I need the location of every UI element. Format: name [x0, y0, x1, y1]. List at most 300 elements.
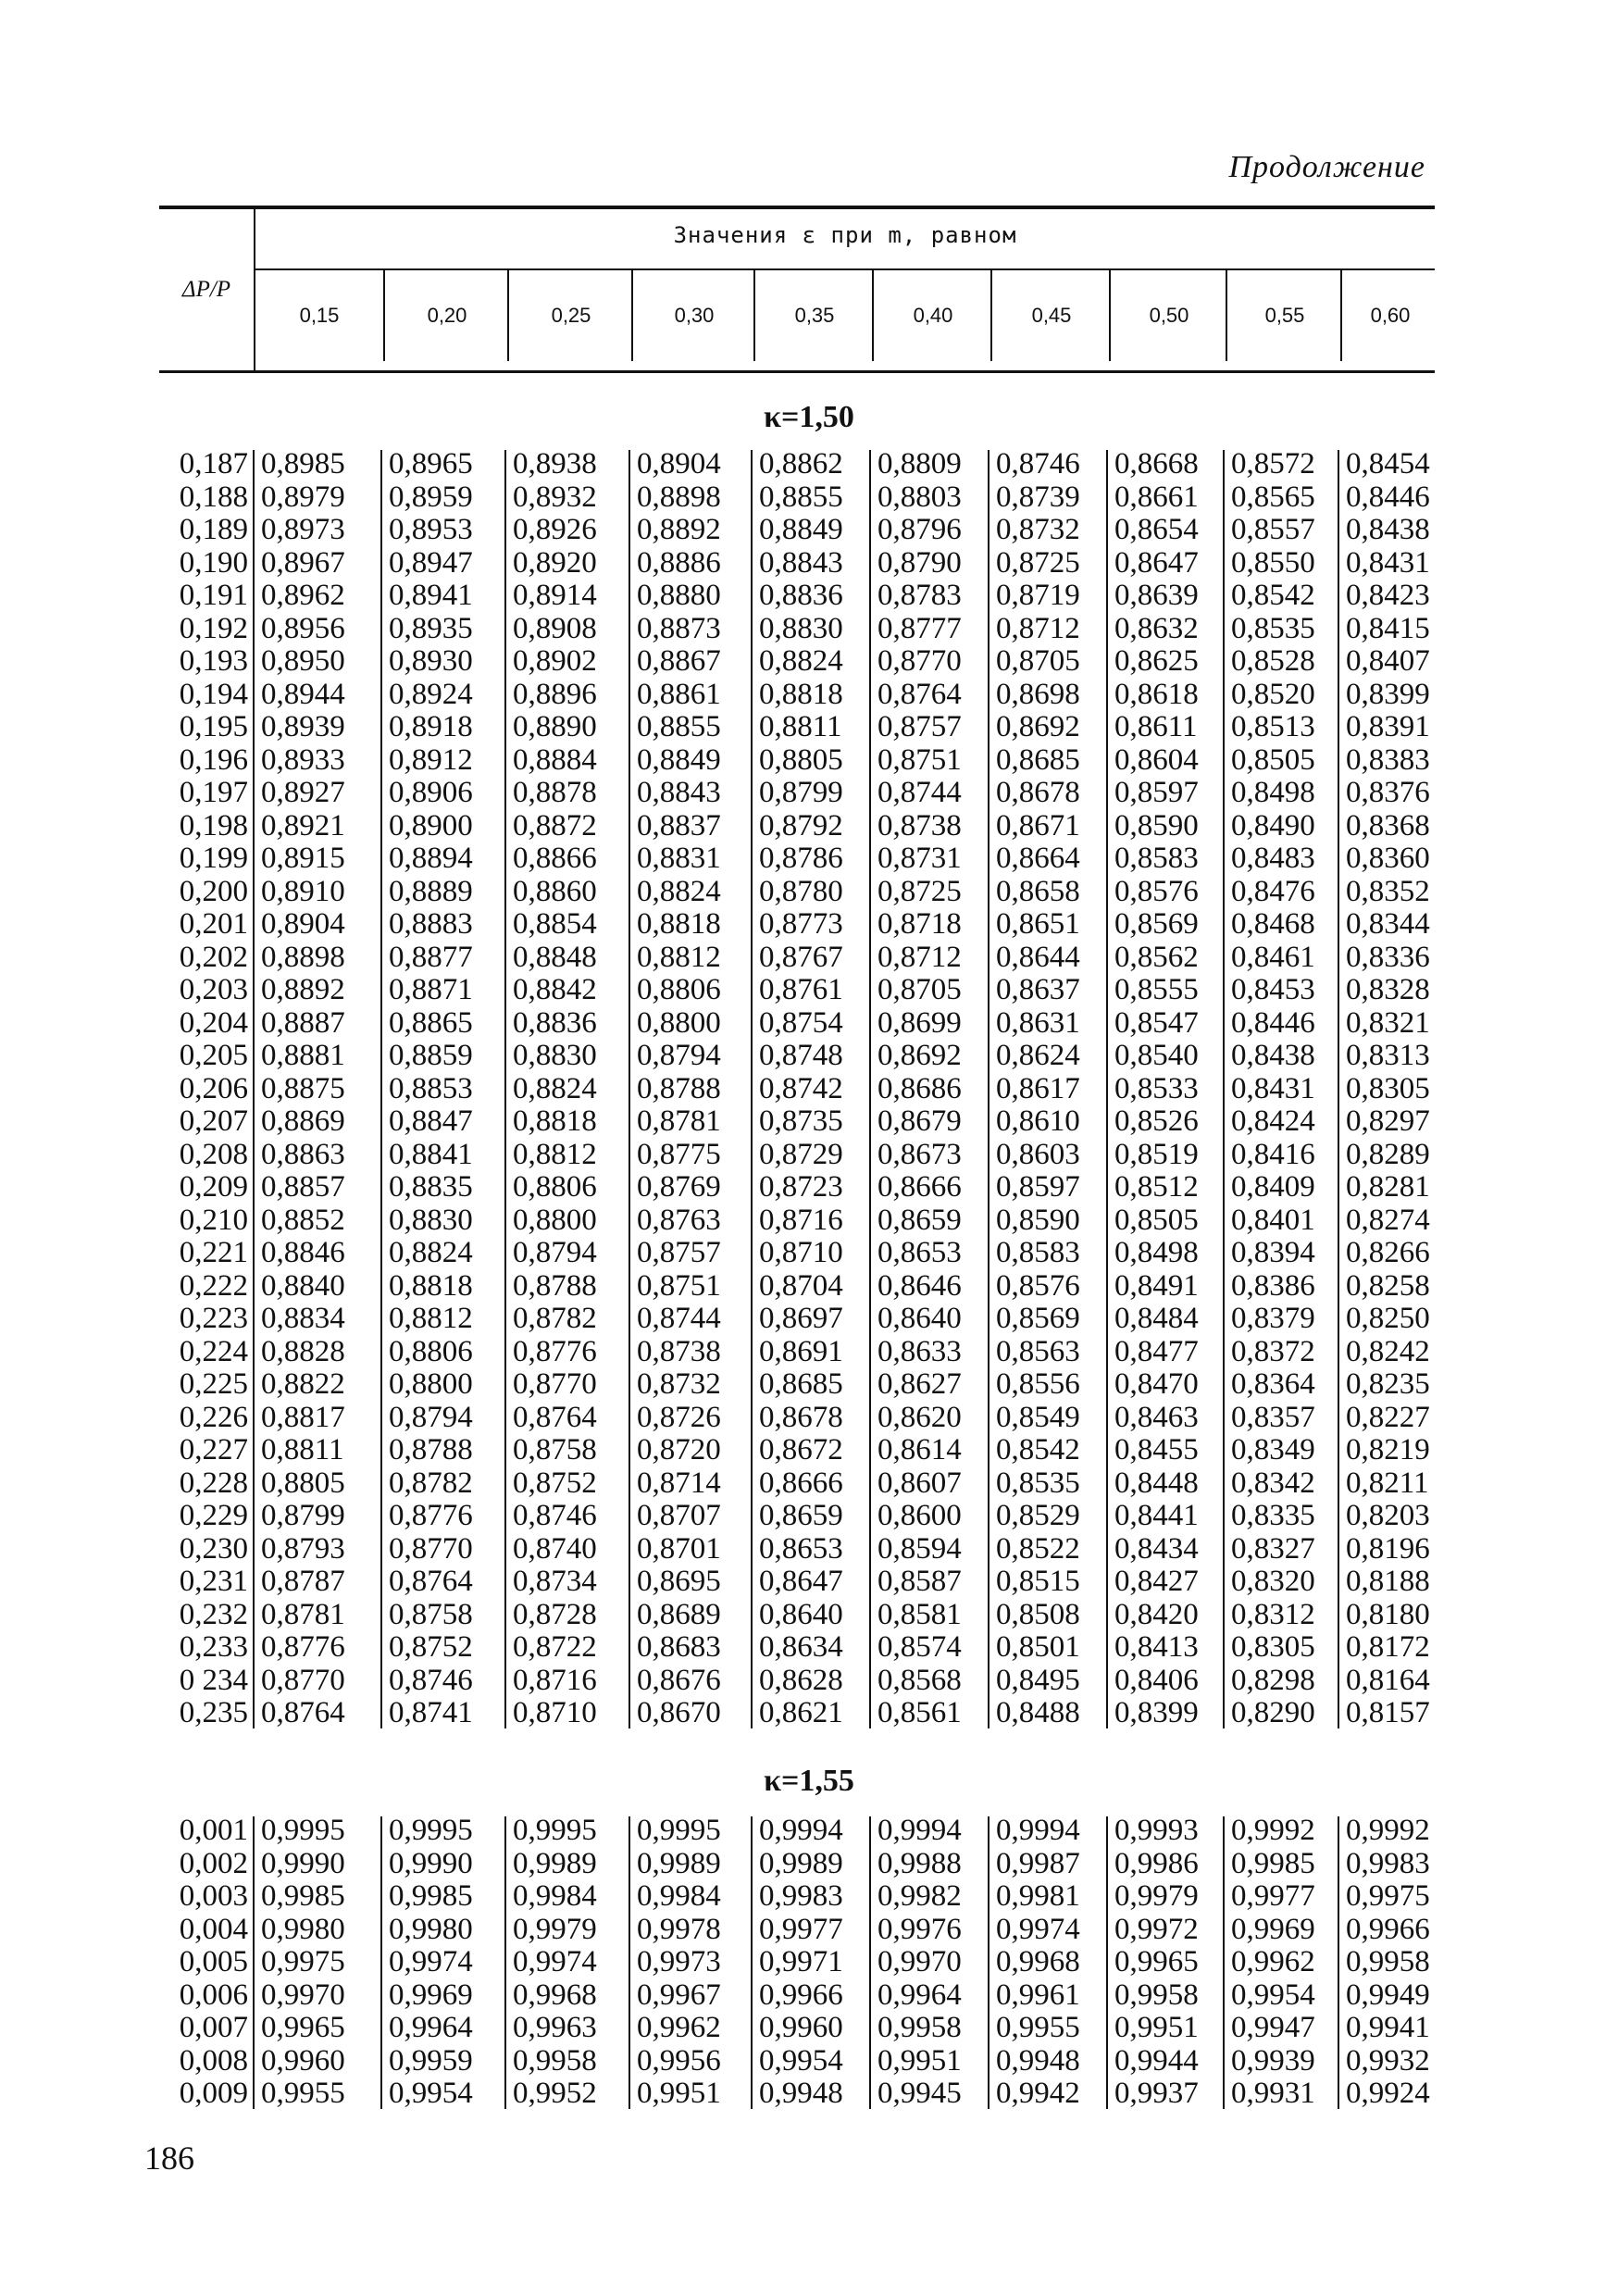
value-cell: 0,9954 [389, 2077, 473, 2110]
value-cell: 0,8574 [877, 1630, 962, 1664]
value-cell: 0,8188 [1346, 1565, 1430, 1598]
value-cell: 0,9951 [637, 2077, 721, 2110]
value-cell: 0,8892 [261, 973, 345, 1006]
value-cell: 0,8651 [996, 907, 1080, 941]
value-cell: 0,8576 [996, 1268, 1080, 1303]
value-cell: 0,8666 [759, 1466, 843, 1500]
table-row [159, 481, 1435, 515]
value-cell: 0,8614 [877, 1433, 962, 1466]
value-cell: 0,9958 [1114, 1978, 1199, 2012]
value-cell: 0,8792 [759, 808, 843, 842]
table-row [159, 1665, 1435, 1698]
row-label-header: ΔP/P [181, 277, 231, 302]
value-cell: 0,8892 [637, 513, 721, 546]
value-cell: 0,8557 [1231, 513, 1315, 546]
value-cell: 0,8830 [513, 1039, 597, 1072]
value-cell: 0,8757 [877, 710, 962, 743]
value-cell: 0,8775 [637, 1137, 721, 1171]
value-cell: 0,9964 [877, 1978, 962, 2012]
row-label-cell: 0,005 [179, 1945, 248, 1978]
section-title: κ=1,55 [764, 1764, 854, 1798]
value-cell: 0,8758 [389, 1597, 473, 1631]
value-cell: 0,8902 [513, 644, 597, 678]
value-cell: 0,8227 [1346, 1400, 1430, 1434]
table-row [159, 1139, 1435, 1172]
value-cell: 0,9955 [261, 2077, 345, 2110]
row-label-cell: 0,230 [179, 1531, 248, 1566]
value-cell: 0,9974 [513, 1945, 597, 1978]
value-cell: 0,8587 [877, 1565, 962, 1598]
value-cell: 0,8788 [389, 1433, 473, 1466]
value-cell: 0,8692 [877, 1039, 962, 1072]
value-cell: 0,8818 [389, 1268, 473, 1303]
value-cell: 0,8312 [1231, 1597, 1315, 1631]
value-cell: 0,9978 [637, 1912, 721, 1946]
group-caption: Значения ε при m, равном [255, 222, 1435, 270]
value-cell: 0,8744 [877, 776, 962, 809]
value-cell: 0,8790 [877, 545, 962, 580]
value-cell: 0,8274 [1346, 1203, 1430, 1237]
value-cell: 0,8477 [1114, 1334, 1199, 1368]
value-cell: 0,8683 [637, 1630, 721, 1664]
value-cell: 0,8837 [637, 808, 721, 842]
value-cell: 0,8924 [389, 677, 473, 711]
value-cell: 0,8335 [1231, 1499, 1315, 1532]
column-rule [629, 450, 630, 1728]
value-cell: 0,8659 [877, 1203, 962, 1237]
value-cell: 0,8491 [1114, 1268, 1199, 1303]
value-cell: 0,8898 [637, 480, 721, 514]
value-cell: 0,8710 [759, 1236, 843, 1269]
value-cell: 0,8470 [1114, 1367, 1199, 1401]
value-cell: 0,9995 [389, 1814, 473, 1847]
row-label-cell: 0,197 [179, 776, 248, 809]
row-label-cell: 0,002 [179, 1846, 248, 1880]
value-cell: 0,8328 [1346, 973, 1430, 1006]
row-label-cell: 0,233 [179, 1630, 248, 1664]
value-cell: 0,8834 [261, 1302, 345, 1335]
value-cell: 0,9993 [1114, 1814, 1199, 1847]
table-row [159, 1697, 1435, 1730]
value-cell: 0,8848 [513, 940, 597, 974]
value-cell: 0,8401 [1231, 1203, 1315, 1237]
table-row [159, 1336, 1435, 1369]
value-cell: 0,8446 [1346, 480, 1430, 514]
value-cell: 0,8783 [877, 579, 962, 612]
value-cell: 0,8857 [261, 1170, 345, 1204]
m-values-group [254, 209, 1435, 370]
value-cell: 0,8528 [1231, 644, 1315, 678]
value-cell: 0,8927 [261, 776, 345, 809]
value-cell: 0,8824 [513, 1071, 597, 1105]
value-cell: 0,8748 [759, 1039, 843, 1072]
value-cell: 0,8468 [1231, 907, 1315, 941]
value-cell: 0,8965 [389, 447, 473, 480]
value-cell: 0,9986 [1114, 1846, 1199, 1880]
value-cell: 0,8716 [513, 1663, 597, 1697]
value-cell: 0,9976 [877, 1912, 962, 1946]
value-cell: 0,8368 [1346, 808, 1430, 842]
value-cell: 0,8420 [1114, 1597, 1199, 1631]
value-cell: 0,8739 [996, 480, 1080, 514]
value-cell: 0,8770 [261, 1663, 345, 1697]
value-cell: 0,8664 [996, 842, 1080, 875]
value-cell: 0,8535 [996, 1466, 1080, 1500]
row-label-cell: 0,203 [179, 973, 248, 1006]
value-cell: 0,8754 [759, 1005, 843, 1040]
m-column-header: 0,20 [383, 270, 509, 361]
value-cell: 0,8712 [996, 611, 1080, 645]
value-cell: 0,8691 [759, 1334, 843, 1368]
value-cell: 0,8646 [877, 1268, 962, 1303]
value-cell: 0,8640 [877, 1302, 962, 1335]
value-cell: 0,9985 [389, 1879, 473, 1913]
value-cell: 0,8654 [1114, 513, 1199, 546]
column-rule [504, 1816, 506, 2109]
value-cell: 0,9965 [261, 2011, 345, 2044]
value-cell: 0,8628 [759, 1663, 843, 1697]
value-cell: 0,8505 [1231, 742, 1315, 777]
value-cell: 0,9987 [996, 1846, 1080, 1880]
value-cell: 0,8242 [1346, 1334, 1430, 1368]
value-cell: 0,8915 [261, 842, 345, 875]
value-cell: 0,9939 [1231, 2043, 1315, 2078]
value-cell: 0,8842 [513, 973, 597, 1006]
table-row [159, 613, 1435, 646]
value-cell: 0,9988 [877, 1846, 962, 1880]
value-cell: 0,8409 [1231, 1170, 1315, 1204]
value-cell: 0,8869 [261, 1104, 345, 1138]
table-row [159, 1880, 1435, 1914]
value-cell: 0,9942 [996, 2077, 1080, 2110]
value-cell: 0,8379 [1231, 1302, 1315, 1335]
value-cell: 0,8921 [261, 808, 345, 842]
value-cell: 0,8180 [1346, 1597, 1430, 1631]
column-rule [504, 450, 506, 1728]
value-cell: 0,8746 [513, 1499, 597, 1532]
value-cell: 0,9989 [637, 1846, 721, 1880]
table-row [159, 1040, 1435, 1073]
table-row [159, 1434, 1435, 1467]
value-cell: 0,9962 [637, 2011, 721, 2044]
value-cell: 0,8734 [513, 1565, 597, 1598]
value-cell: 0,8607 [877, 1466, 962, 1500]
value-cell: 0,8604 [1114, 742, 1199, 777]
value-cell: 0,8695 [637, 1565, 721, 1598]
value-cell: 0,8752 [513, 1466, 597, 1500]
value-cell: 0,8812 [389, 1302, 473, 1335]
value-cell: 0,8871 [389, 973, 473, 1006]
value-cell: 0,8327 [1231, 1531, 1315, 1566]
m-columns [255, 270, 1435, 361]
value-cell: 0,8624 [996, 1039, 1080, 1072]
row-label-cell: 0,192 [179, 611, 248, 645]
table-row [159, 1007, 1435, 1041]
value-cell: 0,8782 [513, 1302, 597, 1335]
m-column-header: 0,45 [990, 270, 1111, 361]
value-cell: 0,8515 [996, 1565, 1080, 1598]
value-cell: 0,8569 [996, 1302, 1080, 1335]
value-cell: 0,8732 [996, 513, 1080, 546]
value-cell: 0,9975 [261, 1945, 345, 1978]
value-cell: 0,8321 [1346, 1005, 1430, 1040]
value-cell: 0,8438 [1231, 1039, 1315, 1072]
row-label-cell: 0,207 [179, 1104, 248, 1138]
value-cell: 0,8196 [1346, 1531, 1430, 1566]
value-cell: 0,9970 [261, 1978, 345, 2012]
value-cell: 0,8501 [996, 1630, 1080, 1664]
value-cell: 0,8846 [261, 1236, 345, 1269]
value-cell: 0,8344 [1346, 907, 1430, 941]
value-cell: 0,8679 [877, 1104, 962, 1138]
value-cell: 0,8904 [637, 447, 721, 480]
value-cell: 0,8453 [1231, 973, 1315, 1006]
value-cell: 0,8610 [996, 1104, 1080, 1138]
value-cell: 0,8406 [1114, 1663, 1199, 1697]
value-cell: 0,8352 [1346, 874, 1430, 908]
value-cell: 0,8764 [261, 1696, 345, 1729]
value-cell: 0,8289 [1346, 1137, 1430, 1171]
row-label-cell: 0,205 [179, 1039, 248, 1072]
value-cell: 0,8399 [1114, 1696, 1199, 1729]
value-cell: 0,8835 [389, 1170, 473, 1204]
row-label-cell: 0,227 [179, 1433, 248, 1466]
value-cell: 0,8725 [877, 874, 962, 908]
table-row [159, 777, 1435, 810]
value-cell: 0,9954 [1231, 1978, 1315, 2012]
value-cell: 0,8555 [1114, 973, 1199, 1006]
column-rule [629, 1816, 630, 2109]
value-cell: 0,8415 [1346, 611, 1430, 645]
value-cell: 0,8811 [261, 1433, 344, 1466]
value-cell: 0,8746 [996, 447, 1080, 480]
value-cell: 0,8424 [1231, 1104, 1315, 1138]
value-cell: 0,8519 [1114, 1137, 1199, 1171]
value-cell: 0,9983 [759, 1879, 843, 1913]
value-cell: 0,8744 [637, 1302, 721, 1335]
value-cell: 0,9979 [1114, 1879, 1199, 1913]
page-number: 186 [144, 2140, 194, 2177]
value-cell: 0,8565 [1231, 480, 1315, 514]
m-column-header: 0,30 [631, 270, 755, 361]
value-cell: 0,8773 [759, 907, 843, 941]
table-row [159, 1105, 1435, 1139]
m-column-header: 0,35 [753, 270, 874, 361]
value-cell: 0,8953 [389, 513, 473, 546]
value-cell: 0,8894 [389, 842, 473, 875]
value-cell: 0,8770 [389, 1531, 473, 1566]
value-cell: 0,9949 [1346, 1978, 1430, 2012]
value-cell: 0,8776 [261, 1630, 345, 1664]
value-cell: 0,8540 [1114, 1039, 1199, 1072]
value-cell: 0,8413 [1114, 1630, 1199, 1664]
value-cell: 0,8865 [389, 1005, 473, 1040]
value-cell: 0,8817 [261, 1400, 345, 1434]
value-cell: 0,8594 [877, 1531, 962, 1566]
value-cell: 0,8720 [637, 1433, 721, 1466]
table-row [159, 711, 1435, 744]
value-cell: 0,8383 [1346, 742, 1430, 777]
value-cell: 0,9969 [1231, 1912, 1315, 1946]
value-cell: 0,8483 [1231, 842, 1315, 875]
column-rule [1106, 1816, 1108, 2109]
value-cell: 0,8875 [261, 1071, 345, 1105]
value-cell: 0,8887 [261, 1005, 345, 1040]
value-cell: 0,8830 [759, 611, 843, 645]
value-cell: 0,8806 [637, 973, 721, 1006]
value-cell: 0,8658 [996, 874, 1080, 908]
value-cell: 0,8495 [996, 1663, 1080, 1697]
value-cell: 0,8764 [513, 1400, 597, 1434]
value-cell: 0,8904 [261, 907, 345, 941]
value-cell: 0,8920 [513, 545, 597, 580]
value-cell: 0,9960 [261, 2043, 345, 2078]
value-cell: 0,9994 [877, 1814, 962, 1847]
value-cell: 0,9964 [389, 2011, 473, 2044]
value-cell: 0,8933 [261, 742, 345, 777]
data-grid [159, 448, 1435, 1730]
table-row [159, 1467, 1435, 1501]
value-cell: 0,8498 [1231, 776, 1315, 809]
value-cell: 0,8800 [389, 1367, 473, 1401]
value-cell: 0,8526 [1114, 1104, 1199, 1138]
table-row [159, 1500, 1435, 1533]
column-rule [1223, 1816, 1225, 2109]
value-cell: 0,8831 [637, 842, 721, 875]
value-cell: 0,9937 [1114, 2077, 1199, 2110]
m-column-header: 0,25 [507, 270, 633, 361]
row-label-cell: 0,199 [179, 842, 248, 875]
value-cell: 0,8394 [1231, 1236, 1315, 1269]
value-cell: 0,8372 [1231, 1334, 1315, 1368]
value-cell: 0,8822 [261, 1367, 345, 1401]
row-label-cell: 0,231 [179, 1565, 248, 1598]
value-cell: 0,8556 [996, 1367, 1080, 1401]
value-cell: 0,8689 [637, 1597, 721, 1631]
value-cell: 0,8794 [389, 1400, 473, 1434]
value-cell: 0,8542 [1231, 579, 1315, 612]
value-cell: 0,9947 [1231, 2011, 1315, 2044]
table-row [159, 448, 1435, 481]
table-row [159, 744, 1435, 778]
table-header [159, 206, 1435, 373]
row-label-cell: 0,194 [179, 677, 248, 711]
value-cell: 0,9958 [1346, 1945, 1430, 1978]
row-label-cell: 0,189 [179, 513, 248, 546]
value-cell: 0,8235 [1346, 1367, 1430, 1401]
value-cell: 0,9959 [389, 2043, 473, 2078]
value-cell: 0,8853 [389, 1071, 473, 1105]
value-cell: 0,8714 [637, 1466, 721, 1500]
value-cell: 0,8632 [1114, 611, 1199, 645]
value-cell: 0,9974 [389, 1945, 473, 1978]
value-cell: 0,8305 [1231, 1630, 1315, 1664]
value-cell: 0,9966 [1346, 1912, 1430, 1946]
value-cell: 0,8498 [1114, 1236, 1199, 1269]
table-row [159, 514, 1435, 547]
value-cell: 0,8639 [1114, 579, 1199, 612]
value-cell: 0,8431 [1231, 1071, 1315, 1105]
value-cell: 0,8716 [759, 1203, 843, 1237]
value-cell: 0,8454 [1346, 447, 1430, 480]
value-cell: 0,8794 [513, 1236, 597, 1269]
value-cell: 0,8947 [389, 545, 473, 580]
value-cell: 0,8918 [389, 710, 473, 743]
value-cell: 0,8805 [261, 1466, 345, 1500]
value-cell: 0,8939 [261, 710, 345, 743]
row-label-cell: 0,196 [179, 742, 248, 777]
value-cell: 0,8705 [996, 644, 1080, 678]
value-cell: 0,8752 [389, 1630, 473, 1664]
row-label-cell: 0,208 [179, 1137, 248, 1171]
value-cell: 0,8852 [261, 1203, 345, 1237]
value-cell: 0,9977 [1231, 1879, 1315, 1913]
value-cell: 0,8786 [759, 842, 843, 875]
column-rule [253, 450, 255, 1728]
table-row [159, 547, 1435, 580]
value-cell: 0,8738 [877, 808, 962, 842]
value-cell: 0,9945 [877, 2077, 962, 2110]
value-cell: 0,8941 [389, 579, 473, 612]
value-cell: 0,8770 [513, 1367, 597, 1401]
value-cell: 0,8603 [996, 1137, 1080, 1171]
value-cell: 0,8678 [759, 1400, 843, 1434]
value-cell: 0,8376 [1346, 776, 1430, 809]
value-cell: 0,8862 [759, 447, 843, 480]
value-cell: 0,8617 [996, 1071, 1080, 1105]
row-label-cell: 0,198 [179, 808, 248, 842]
value-cell: 0,9971 [759, 1945, 843, 1978]
value-cell: 0,8956 [261, 611, 345, 645]
value-cell: 0,8672 [759, 1433, 843, 1466]
table-row [159, 942, 1435, 975]
value-cell: 0,8843 [759, 545, 843, 580]
value-cell: 0,8741 [389, 1696, 473, 1729]
value-cell: 0,8576 [1114, 874, 1199, 908]
row-label-cell: 0,225 [179, 1367, 248, 1401]
value-cell: 0,8809 [877, 447, 962, 480]
value-cell: 0,8561 [877, 1696, 962, 1729]
value-cell: 0,8712 [877, 940, 962, 974]
value-cell: 0,8461 [1231, 940, 1315, 974]
value-cell: 0,8441 [1114, 1499, 1199, 1532]
value-cell: 0,9992 [1346, 1814, 1430, 1847]
value-cell: 0,8620 [877, 1400, 962, 1434]
value-cell: 0,8535 [1231, 611, 1315, 645]
value-cell: 0,8746 [389, 1663, 473, 1697]
value-cell: 0,8812 [637, 940, 721, 974]
value-cell: 0,8701 [637, 1531, 721, 1566]
value-cell: 0,8549 [996, 1400, 1080, 1434]
value-cell: 0,8967 [261, 545, 345, 580]
value-cell: 0,8824 [389, 1236, 473, 1269]
value-cell: 0,8799 [261, 1499, 345, 1532]
value-cell: 0,8890 [513, 710, 597, 743]
value-cell: 0,8563 [996, 1334, 1080, 1368]
value-cell: 0,8290 [1231, 1696, 1315, 1729]
value-cell: 0,8678 [996, 776, 1080, 809]
value-cell: 0,8959 [389, 480, 473, 514]
column-rule [1338, 1816, 1339, 2109]
value-cell: 0,8597 [996, 1170, 1080, 1204]
value-cell: 0,8770 [877, 644, 962, 678]
value-cell: 0,8719 [996, 579, 1080, 612]
value-cell: 0,8644 [996, 940, 1080, 974]
value-cell: 0,8764 [877, 677, 962, 711]
value-cell: 0,8781 [637, 1104, 721, 1138]
value-cell: 0,8164 [1346, 1663, 1430, 1697]
value-cell: 0,8780 [759, 874, 843, 908]
